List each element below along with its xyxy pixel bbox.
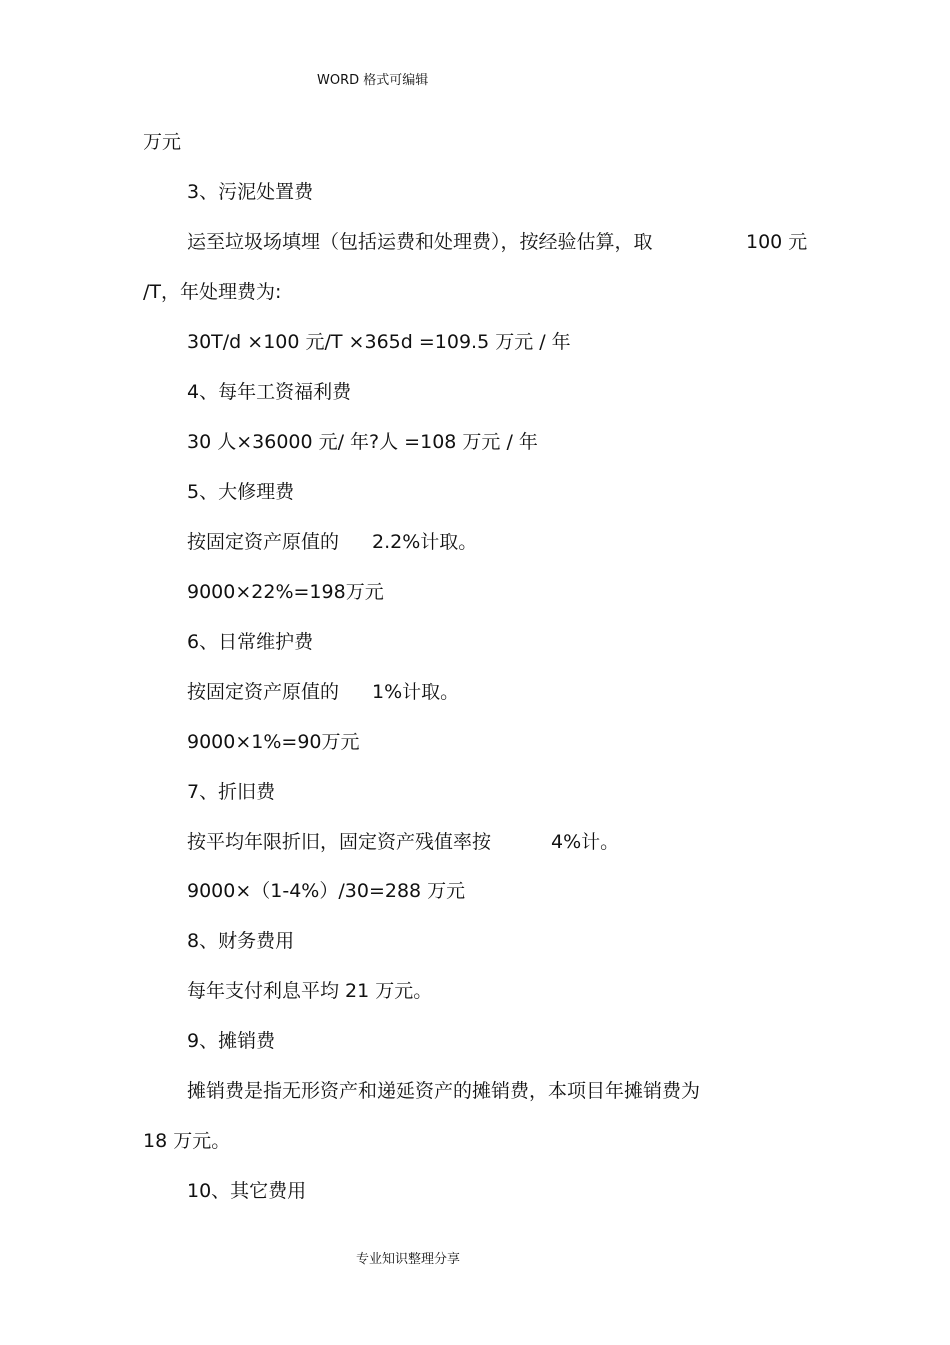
text-line-maintenance-desc: 按固定资产原值的	[187, 681, 340, 703]
formula-overhaul: 9000×22%=198万元	[187, 581, 384, 603]
page-header: WORD 格式可编辑	[317, 73, 429, 88]
text-line-depreciation-rate: 4%计。	[551, 831, 620, 853]
text-line-finance-desc: 每年支付利息平均 21 万元。	[187, 980, 433, 1002]
section-heading-other: 10、其它费用	[187, 1180, 307, 1202]
section-heading-finance: 8、财务费用	[187, 930, 295, 952]
text-line-overhaul-desc: 按固定资产原值的	[187, 531, 340, 553]
section-heading-wages: 4、每年工资福利费	[187, 381, 352, 403]
section-heading-maintenance: 6、日常维护费	[187, 631, 314, 653]
formula-sludge: 30T/d ×100 元/T ×365d =109.5 万元 / 年	[187, 331, 571, 353]
text-line-depreciation-desc: 按平均年限折旧，固定资产残值率按	[187, 831, 492, 853]
section-heading-depreciation: 7、折旧费	[187, 781, 276, 803]
section-heading-amortization: 9、摊销费	[187, 1030, 276, 1052]
formula-maintenance: 9000×1%=90万元	[187, 731, 360, 753]
text-line-overhaul-rate: 2.2%计取。	[372, 531, 478, 553]
formula-wages: 30 人×36000 元/ 年?人 =108 万元 / 年	[187, 431, 538, 453]
formula-depreciation: 9000×（1-4%）/30=288 万元	[187, 880, 466, 902]
section-heading-overhaul: 5、大修理费	[187, 481, 295, 503]
text-line-maintenance-rate: 1%计取。	[372, 681, 460, 703]
page-footer: 专业知识整理分享	[356, 1252, 461, 1267]
text-line-amortization-desc: 摊销费是指无形资产和递延资产的摊销费，本项目年摊销费为	[187, 1080, 701, 1102]
text-line-amortization-amount: 18 万元。	[143, 1130, 231, 1152]
section-heading-sludge-disposal: 3、污泥处置费	[187, 181, 314, 203]
text-line-sludge-annual: /T，年处理费为:	[143, 281, 282, 303]
text-line-continuation: 万元	[143, 131, 182, 153]
text-line-sludge-price: 100 元	[746, 231, 808, 253]
text-line-sludge-desc: 运至垃圾场填埋（包括运费和处理费），按经验估算，取	[187, 231, 653, 253]
